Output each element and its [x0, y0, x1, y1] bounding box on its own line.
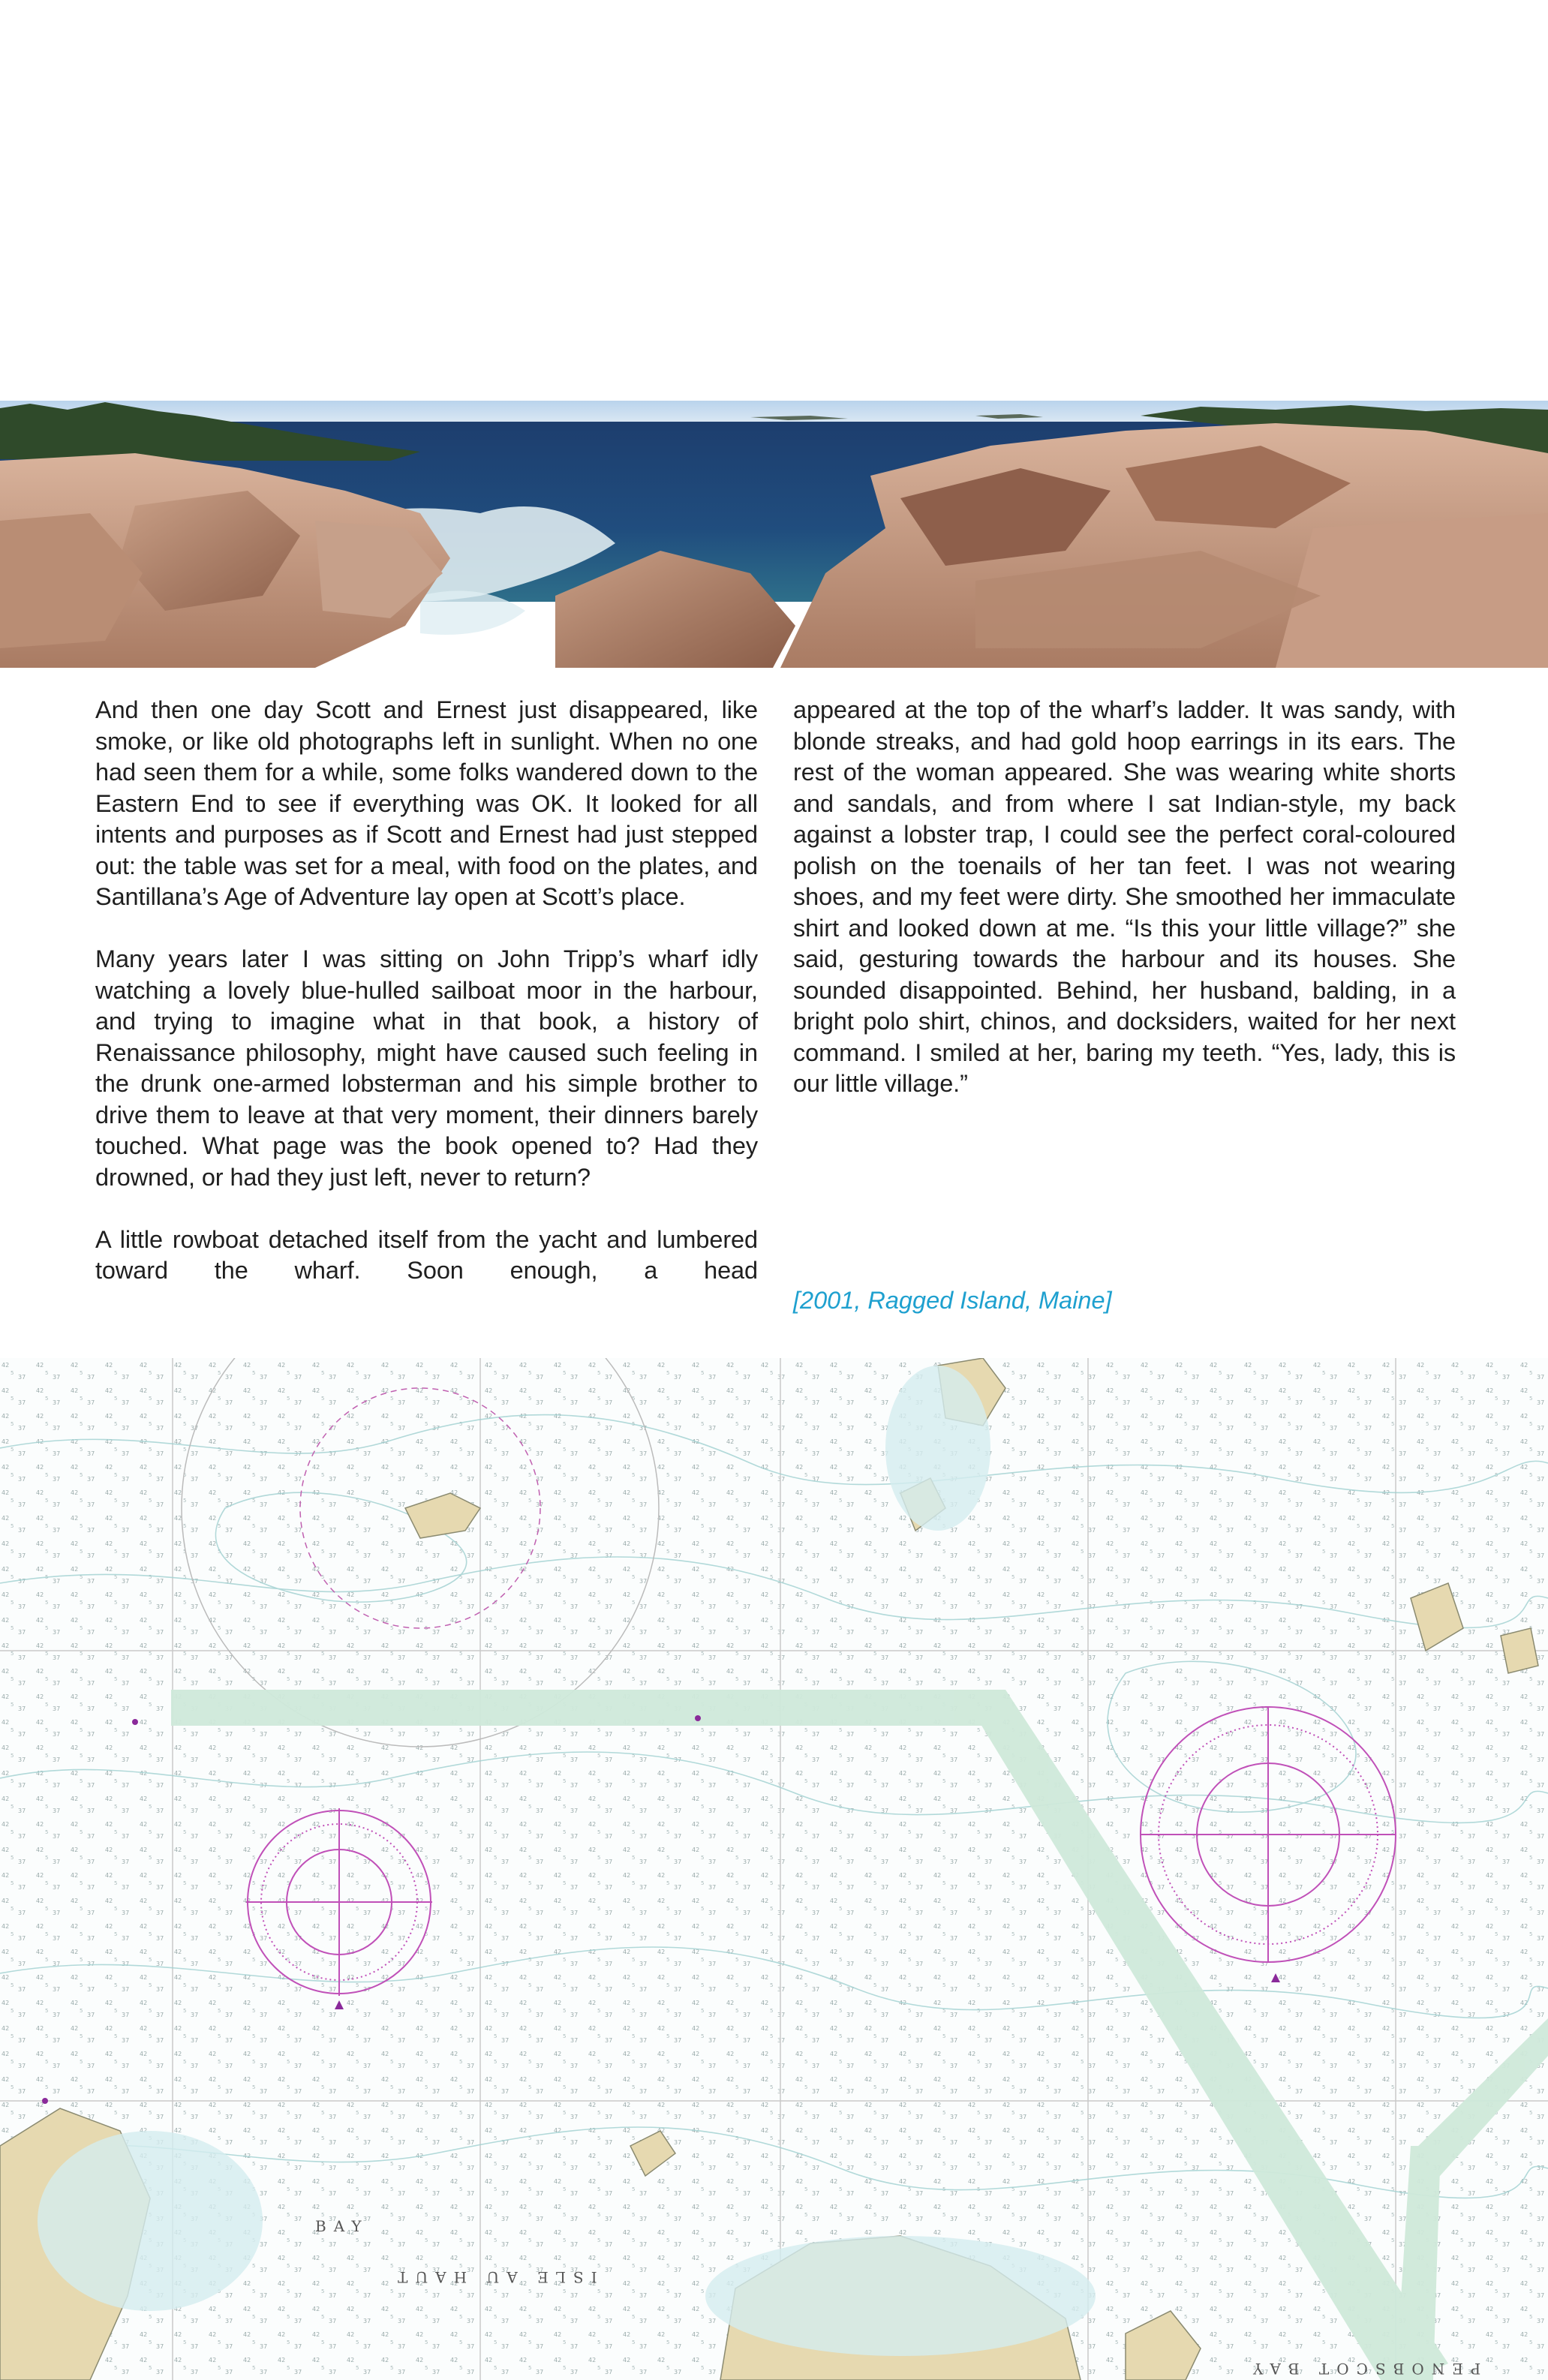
paragraph: And then one day Scott and Ernest just disappeared, like smoke, or like old photographs left in sunlight. When no one had seen them for a while, some folks wandered down to the Eastern End to see if everything was OK. It looked for all intents and purposes as if Scott and Ernest had just stepped out: the table was set for a meal, with food on the plates, and Santillana’s Age of Adventure lay open at Scott’s place. — [95, 696, 758, 910]
chart-label-bay: BAY — [315, 2217, 369, 2235]
chart-illustration — [0, 1358, 1548, 2380]
paragraph: Many years later I was sitting on John Tripp’s wharf idly watching a lovely blue-hulled sailboat moor in the harbour, and trying to imagine what in that book, a history of Renaissance philosophy, might have caused such feeling in the drunk one-armed lobsterman and his simple brother to drive them to leave at that very moment, their dinners barely touched. What page was the book opened to? Had they drowned, or had they just left, never to return? — [95, 945, 758, 1191]
chart-label-penobscot-bay: PENOBSCOT BAY — [1246, 2360, 1481, 2378]
place-date-caption: [2001, Ragged Island, Maine] — [793, 1287, 1112, 1314]
essay-column-left — [95, 695, 758, 1318]
paragraph: A little rowboat detached itself from the yacht and lumbered toward the wharf. Soon enough, a head — [95, 1225, 758, 1284]
panorama-illustration — [0, 401, 1548, 668]
essay-column-right — [793, 695, 1456, 1131]
chart-label-isle-au-haut: ISLE AU HAUT — [390, 2268, 597, 2286]
coastal-panorama-photo — [0, 401, 1548, 668]
paragraph: appeared at the top of the wharf’s ladder. It was sandy, with blonde streaks, and had gold hoop earrings in its ears. The rest of the woman appeared. She was wearing white shorts and sandals, and from where I sat Indian-style, my back against a lobster trap, I could see the perfect coral-coloured polish on the toenails of her tan feet. I was not wearing shoes, and my feet were dirty. She smoothed her immaculate shirt and looked down at me. “Is this your little village?” she said, gesturing towards the harbour and its houses. She sounded disappointed. Behind, her husband, balding, in a bright polo shirt, chinos, and docksiders, waited for her next command. I smiled at her, baring my teeth. “Yes, lady, this is our little village.” — [793, 696, 1456, 1097]
nautical-chart — [0, 1358, 1548, 2380]
